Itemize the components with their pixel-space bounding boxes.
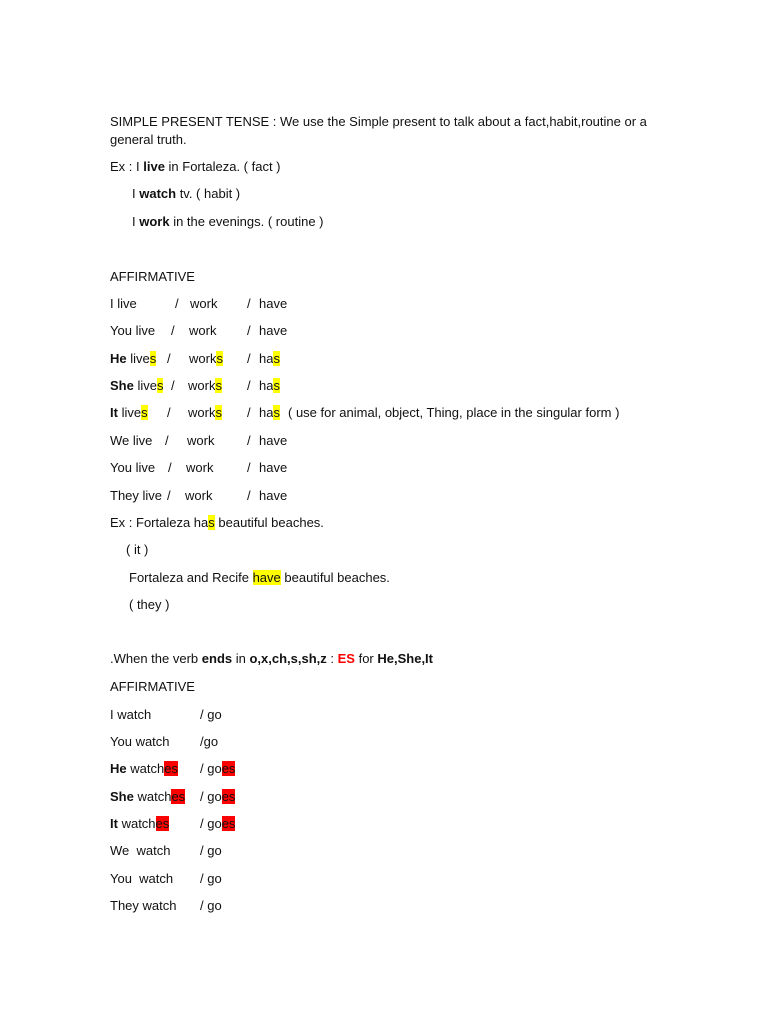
verb-have: have (259, 488, 288, 503)
subject: You (110, 734, 132, 749)
subject: She (110, 789, 134, 804)
intro-paragraph (110, 113, 650, 149)
subject-verb (110, 897, 177, 915)
suffix-highlight-red: es (221, 789, 236, 804)
verb-live: live (135, 323, 156, 338)
slash: / (168, 460, 172, 475)
verb-live: live (135, 460, 156, 475)
subject-verb (110, 432, 152, 450)
subject-verb (110, 760, 178, 778)
slash: / (167, 488, 171, 503)
section2-title: AFFIRMATIVE (110, 679, 195, 694)
intro-heading: SIMPLE PRESENT TENSE (110, 114, 270, 129)
subject-verb (110, 459, 155, 477)
subject: They (110, 898, 139, 913)
example-prefix: Ex : I (110, 159, 144, 174)
slash: / (165, 433, 169, 448)
example-prefix: I (132, 186, 140, 201)
verb-watch: watch (142, 898, 177, 913)
subject-verb (110, 706, 151, 724)
example-routine (132, 213, 324, 231)
verb-work: work (187, 433, 215, 448)
slash: / (247, 488, 251, 503)
verb-have (259, 377, 280, 395)
slash: / (175, 296, 179, 311)
suffix-highlight: s (215, 378, 222, 393)
rule-text: : (326, 651, 338, 666)
verb-watch: watch (136, 843, 171, 858)
verb-work: work (190, 296, 218, 311)
slash: / (247, 351, 251, 366)
example-habit (132, 185, 240, 203)
verb-go (200, 760, 235, 778)
verb-have (259, 350, 280, 368)
subject-verb (110, 733, 170, 751)
rule-bold: ends (201, 651, 233, 666)
verb-stem: / go (200, 789, 222, 804)
verb-work (188, 377, 222, 395)
example-rest: in the evenings. ( routine ) (169, 214, 324, 229)
subject-verb (110, 377, 163, 395)
verb-live: live (130, 351, 150, 366)
subject-verb (110, 404, 148, 422)
slash: / (171, 323, 175, 338)
suffix-highlight: s (216, 351, 223, 366)
verb-stem: ha (259, 351, 274, 366)
example-text: Ex : Fortaleza ha (110, 515, 209, 530)
example-it: ( it ) (126, 542, 149, 557)
suffix-highlight: s (141, 405, 148, 420)
rule-text: for (354, 651, 378, 666)
subject: It (110, 405, 118, 420)
subject-verb (110, 815, 169, 833)
slash: / (247, 405, 251, 420)
subject: You (110, 871, 132, 886)
suffix-highlight: s (273, 351, 280, 366)
verb-go: / go (200, 843, 222, 858)
slash: / (247, 296, 251, 311)
section1-title: AFFIRMATIVE (110, 269, 195, 284)
subject: You (110, 460, 132, 475)
verb-go: /go (200, 734, 219, 749)
verb-work: work (189, 323, 217, 338)
slash: / (167, 351, 171, 366)
verb-stem: / go (200, 761, 222, 776)
verb-go: / go (200, 871, 222, 886)
example-fact (110, 158, 281, 176)
subject-verb (110, 870, 173, 888)
suffix-highlight: s (156, 378, 164, 393)
subject: We (110, 433, 130, 448)
suffix-highlight-red: es (164, 761, 178, 776)
suffix-highlight: s (149, 351, 157, 366)
rule-text: in (232, 651, 250, 666)
slash: / (167, 405, 171, 420)
verb-watch: watch (117, 707, 152, 722)
verb-stem: work (188, 405, 216, 420)
verb-have (259, 404, 280, 422)
rule-endings: o,x,ch,s,sh,z (249, 651, 327, 666)
verb-stem: watch (130, 761, 165, 776)
verb-live: live (142, 488, 163, 503)
example-they: ( they ) (129, 597, 170, 612)
subject: They (110, 488, 139, 503)
suffix-highlight: s (273, 405, 280, 420)
subject: You (110, 323, 132, 338)
example-text: beautiful beaches. (214, 515, 324, 530)
verb-stem: watch (121, 816, 156, 831)
slash: / (171, 378, 175, 393)
example-rest: tv. ( habit ) (176, 186, 241, 201)
usage-note: ( use for animal, object, Thing, place in the singular form ) (288, 405, 620, 420)
verb-live: live (137, 378, 157, 393)
verb-go (200, 788, 235, 806)
subject-verb (110, 350, 156, 368)
example-rest: in Fortaleza. ( fact ) (164, 159, 281, 174)
suffix-highlight-red: es (155, 816, 170, 831)
subject-verb (110, 487, 162, 505)
suffix-highlight: s (215, 405, 222, 420)
suffix-highlight: s (208, 515, 215, 530)
subject: He (110, 761, 127, 776)
rule-subjects: He,She,It (377, 651, 433, 666)
verb-go: / go (200, 707, 222, 722)
es-rule (110, 650, 433, 668)
subject: We (110, 843, 130, 858)
example-text: beautiful beaches. (280, 570, 390, 585)
verb-work (189, 350, 223, 368)
verb-live: live (117, 296, 137, 311)
verb-watch: watch (139, 871, 174, 886)
verb-stem: work (188, 378, 216, 393)
slash: / (247, 323, 251, 338)
verb-work: work (185, 488, 213, 503)
verb-go (200, 815, 235, 833)
verb-stem: ha (259, 405, 274, 420)
suffix-highlight: s (273, 378, 280, 393)
suffix-highlight-red: es (221, 816, 236, 831)
example-prefix: I (132, 214, 140, 229)
subject: I (110, 707, 114, 722)
verb-have: have (259, 323, 288, 338)
word-highlight: have (252, 570, 281, 585)
suffix-highlight-red: es (171, 789, 186, 804)
verb-have: have (259, 460, 288, 475)
subject-verb (110, 788, 185, 806)
example-fortaleza-has (110, 514, 324, 532)
example-verb: watch (139, 186, 177, 201)
verb-watch: watch (135, 734, 170, 749)
verb-stem: / go (200, 816, 222, 831)
subject: It (110, 816, 118, 831)
verb-live: live (132, 433, 153, 448)
verb-live: live (121, 405, 142, 420)
verb-stem: work (189, 351, 217, 366)
subject-verb (110, 322, 155, 340)
verb-stem: watch (137, 789, 172, 804)
subject: I (110, 296, 114, 311)
subject-verb (110, 842, 170, 860)
subject: He (110, 351, 127, 366)
verb-have: have (259, 433, 288, 448)
slash: / (247, 433, 251, 448)
verb-have: have (259, 296, 288, 311)
rule-text: .When the verb (110, 651, 202, 666)
rule-es-red: ES (337, 651, 355, 666)
verb-work (188, 404, 222, 422)
intro-text: : We use the Simple present to talk about a fact,habit,routine or a general truth. (110, 114, 647, 147)
example-verb: live (143, 159, 165, 174)
subject: She (110, 378, 134, 393)
suffix-highlight-red: es (221, 761, 236, 776)
example-fortaleza-recife (129, 569, 390, 587)
slash: / (247, 460, 251, 475)
subject-verb (110, 295, 137, 313)
verb-go: / go (200, 898, 222, 913)
verb-work: work (186, 460, 214, 475)
example-verb: work (139, 214, 170, 229)
verb-stem: ha (259, 378, 274, 393)
slash: / (247, 378, 251, 393)
example-text: Fortaleza and Recife (129, 570, 253, 585)
